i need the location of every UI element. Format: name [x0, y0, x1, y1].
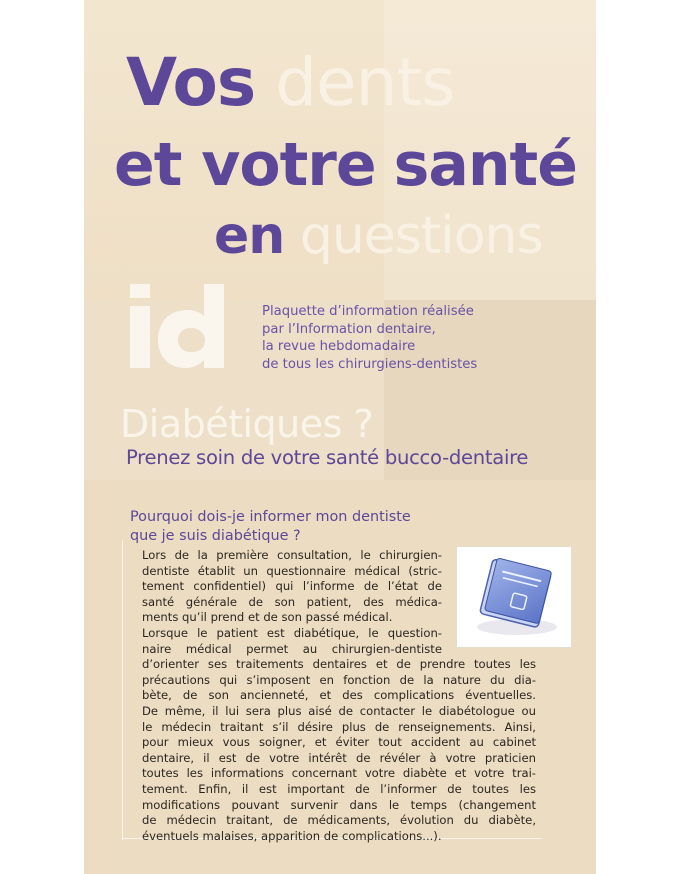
body-line: modifications pouvant survenir dans le temps (changement: [142, 797, 536, 812]
body-line: tement. Enfin, il est important de l’informer de toutes les: [142, 781, 536, 796]
question-line: Pourquoi dois-je informer mon dentiste: [130, 509, 411, 525]
title-word: dents: [275, 44, 455, 121]
tagline-line: de tous les chirurgiens-dentistes: [262, 356, 478, 372]
body-line: dentiste établit un questionnaire médical (stric-: [142, 563, 442, 578]
title-word: et votre: [114, 130, 376, 200]
title-line-3: [214, 206, 543, 266]
body-line: santé générale de son patient, des médica-: [142, 594, 442, 609]
title-line-1: [126, 44, 455, 121]
body-line: le médecin traitant s’il désire plus de renseignements. Ainsi,: [142, 719, 536, 734]
body-line: bète, de son ancienneté, et des complications éventuelles.: [142, 688, 536, 703]
title-word: santé: [393, 130, 577, 200]
tagline-line: par l’Information dentaire,: [262, 321, 436, 337]
title-word: en: [214, 206, 285, 266]
tagline: [262, 303, 582, 373]
title-word: questions: [299, 206, 543, 266]
title-word: Vos: [126, 44, 256, 121]
title-line-2: [114, 130, 577, 200]
id-logo: [128, 284, 240, 368]
body-line: ments qu’il prend et de son passé médical.: [142, 610, 393, 625]
body-line: éventuels malaises, apparition de complications...).: [142, 828, 442, 843]
brochure-page: [84, 0, 596, 874]
section-subheading: Prenez soin de votre santé bucco-dentaire: [126, 446, 529, 469]
body-line: pour mieux vous soigner, et éviter tout accident au cabinet: [142, 735, 536, 750]
question-line: que je suis diabétique ?: [130, 528, 301, 544]
question-heading: [130, 508, 550, 546]
body-line: de médecin traitant, de médicaments, évolution du diabète,: [142, 813, 536, 828]
tagline-line: la revue hebdomadaire: [262, 339, 416, 354]
body-line: Lors de la première consultation, le chirurgien-: [142, 548, 442, 562]
body-line: De même, il lui sera plus aisé de contacter le diabétologue ou: [142, 703, 536, 718]
body-line: dentaire, il est de votre intérêt de révéler à votre praticien: [142, 750, 536, 765]
body-paragraph: [142, 548, 536, 844]
body-line: tement confidentiel) qui l’informe de l’état de: [142, 579, 442, 594]
body-line: précautions qui s’imposent en fonction de la nature du dia-: [142, 672, 536, 687]
tagline-line: Plaquette d’information réalisée: [262, 304, 474, 319]
section-heading: Diabétiques ?: [120, 402, 374, 446]
body-line: Lorsque le patient est diabétique, le question-: [142, 625, 442, 640]
divider: [122, 540, 123, 840]
body-line: d’orienter ses traitements dentaires et de prendre toutes les: [142, 657, 536, 672]
body-line: naire médical permet au chirurgien-dentiste: [142, 641, 442, 656]
body-line: toutes les informations concernant votre diabète et votre trai-: [142, 766, 536, 781]
